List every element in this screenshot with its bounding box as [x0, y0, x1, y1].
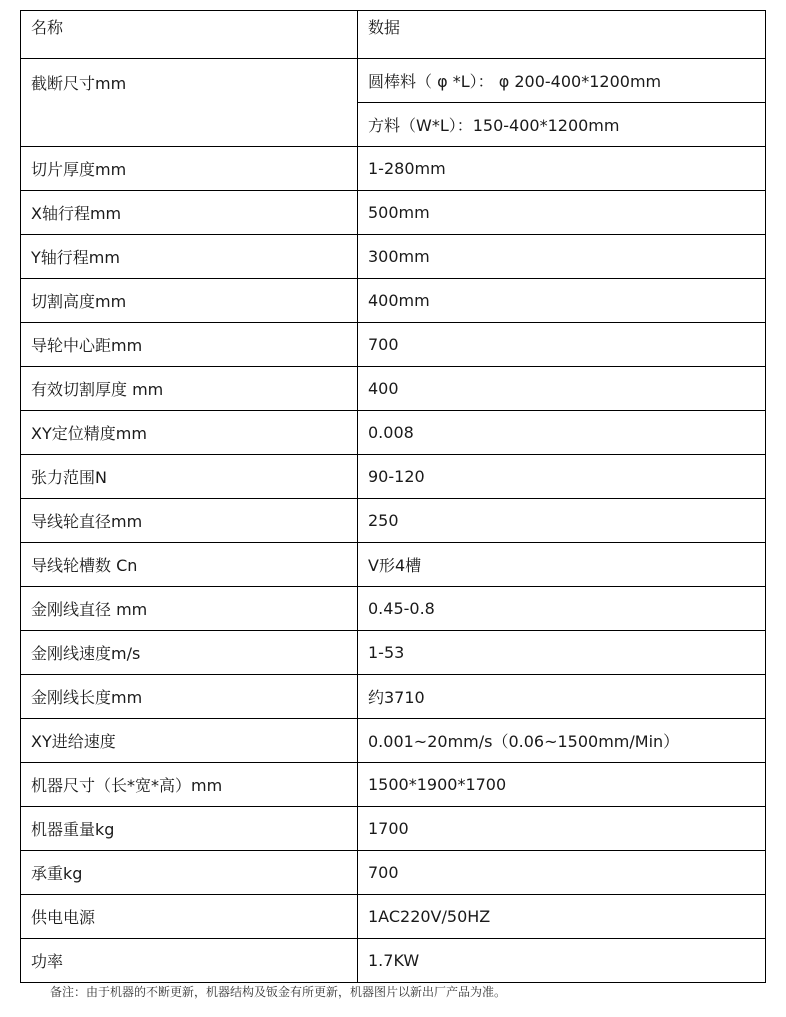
- table-row: [21, 191, 766, 235]
- spec-name-cell: 截断尺寸mm: [21, 59, 358, 147]
- spec-value-cell: 700: [358, 851, 766, 895]
- spec-name-cell: X轴行程mm: [21, 191, 358, 235]
- table-row: [21, 147, 766, 191]
- spec-name-cell: 导线轮直径mm: [21, 499, 358, 543]
- table-row: [21, 675, 766, 719]
- spec-value-cell: 400mm: [358, 279, 766, 323]
- spec-name-cell: XY进给速度: [21, 719, 358, 763]
- spec-name-cell: 切片厚度mm: [21, 147, 358, 191]
- spec-value-cell: 1700: [358, 807, 766, 851]
- header-value-cell: 数据: [358, 11, 766, 59]
- spec-name-cell: 供电电源: [21, 895, 358, 939]
- spec-value-cell: 1500*1900*1700: [358, 763, 766, 807]
- spec-value-cell: 400: [358, 367, 766, 411]
- table-row: [21, 59, 766, 103]
- table-header-row: [21, 11, 766, 59]
- spec-value-cell: 300mm: [358, 235, 766, 279]
- table-row: [21, 235, 766, 279]
- table-row: [21, 367, 766, 411]
- spec-value-cell: 圆棒料（ φ *L）： φ 200-400*1200mm: [358, 59, 766, 103]
- spec-name-cell: 导线轮槽数 Cn: [21, 543, 358, 587]
- spec-value-cell: 0.008: [358, 411, 766, 455]
- spec-name-cell: 切割高度mm: [21, 279, 358, 323]
- table-row: [21, 323, 766, 367]
- spec-name-cell: 有效切割厚度 mm: [21, 367, 358, 411]
- table-row: [21, 895, 766, 939]
- spec-name-cell: 张力范围N: [21, 455, 358, 499]
- header-name-cell: 名称: [21, 11, 358, 59]
- spec-value-cell: V形4槽: [358, 543, 766, 587]
- spec-value-cell: 1.7KW: [358, 939, 766, 983]
- spec-value-cell: 90-120: [358, 455, 766, 499]
- spec-table-body: [21, 11, 766, 983]
- spec-table: [20, 10, 766, 983]
- spec-value-cell: 250: [358, 499, 766, 543]
- spec-name-cell: 功率: [21, 939, 358, 983]
- spec-value-cell: 1AC220V/50HZ: [358, 895, 766, 939]
- table-row: [21, 455, 766, 499]
- spec-value-cell: 700: [358, 323, 766, 367]
- spec-name-cell: 金刚线直径 mm: [21, 587, 358, 631]
- table-row: [21, 807, 766, 851]
- table-row: [21, 279, 766, 323]
- spec-value-cell: 1-280mm: [358, 147, 766, 191]
- table-row: [21, 499, 766, 543]
- spec-name-cell: 承重kg: [21, 851, 358, 895]
- spec-name-cell: 机器重量kg: [21, 807, 358, 851]
- table-row: [21, 851, 766, 895]
- spec-name-cell: Y轴行程mm: [21, 235, 358, 279]
- table-row: [21, 719, 766, 763]
- spec-value-cell: 0.45-0.8: [358, 587, 766, 631]
- table-row: [21, 587, 766, 631]
- table-row: [21, 411, 766, 455]
- spec-name-cell: XY定位精度mm: [21, 411, 358, 455]
- table-row: [21, 543, 766, 587]
- spec-value-cell: 500mm: [358, 191, 766, 235]
- footnote: 备注：由于机器的不断更新，机器结构及钣金有所更新，机器图片以新出厂产品为准。: [50, 985, 507, 999]
- spec-name-cell: 金刚线长度mm: [21, 675, 358, 719]
- table-row: [21, 939, 766, 983]
- spec-name-cell: 机器尺寸（长*宽*高）mm: [21, 763, 358, 807]
- table-row: [21, 631, 766, 675]
- spec-value-cell: 0.001~20mm/s（0.06~1500mm/Min）: [358, 719, 766, 763]
- spec-value-cell: 方料（W*L）：150-400*1200mm: [358, 103, 766, 147]
- table-row: [21, 763, 766, 807]
- spec-value-cell: 约3710: [358, 675, 766, 719]
- spec-value-cell: 1-53: [358, 631, 766, 675]
- spec-name-cell: 导轮中心距mm: [21, 323, 358, 367]
- spec-name-cell: 金刚线速度m/s: [21, 631, 358, 675]
